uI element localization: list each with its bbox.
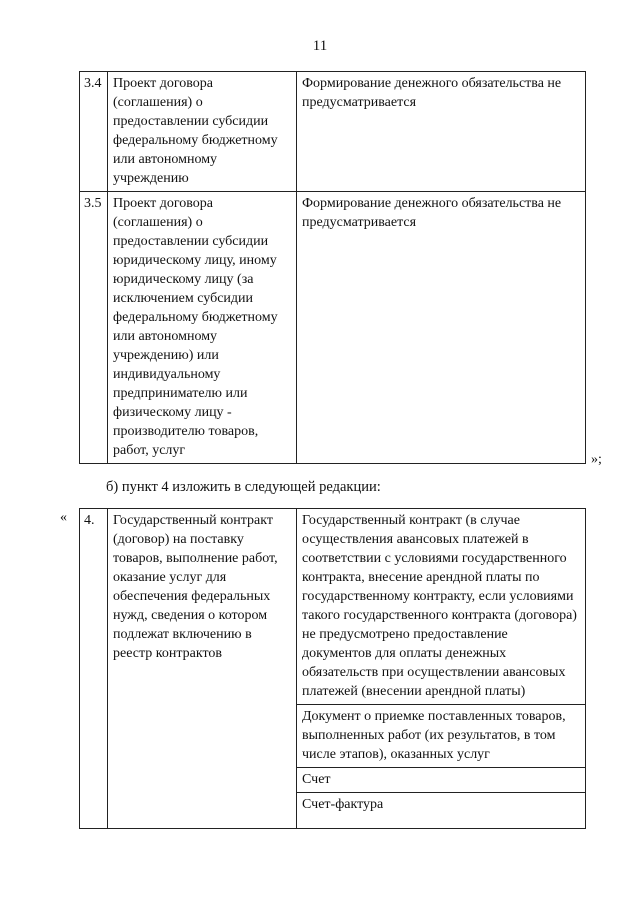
document-name-cell: Проект договора (соглашения) о предоставлении субсидии федеральному бюджетному или автономному учреждению: [108, 72, 297, 192]
opening-quote-mark: «: [60, 510, 67, 525]
closing-quote-mark: »;: [591, 452, 602, 467]
document-name-cell: Государственный контракт (договор) на поставку товаров, выполнение работ, оказание услуг для обеспечения федеральных нужд, сведения о котором подлежат включению в реестр контрактов: [108, 509, 297, 829]
obligation-basis-cell: Формирование денежного обязательства не предусматривается: [297, 192, 586, 464]
document-name-cell: Проект договора (соглашения) о предоставлении субсидии юридическому лицу, иному юридическому лицу (за исключением субсидии федеральному бюджетному или автономному учреждению) или индивидуальному предпринимателю или физическому лицу - производителю товаров, работ, услуг: [108, 192, 297, 464]
obligation-basis-cell: Государственный контракт (в случае осуществления авансовых платежей в соответствии с условиями государственного контракта, внесение арендной платы по государственному контракту, если условиями такого государственного контракта (договора) не предусмотрено предоставление документов для оплаты денежных обязательств при осуществлении авансовых платежей (внесении арендной платы): [297, 509, 586, 705]
row-number: 4.: [80, 509, 108, 829]
documents-table-section-3: [79, 71, 586, 464]
amendment-instruction: б) пункт 4 изложить в следующей редакции:: [106, 479, 381, 495]
obligation-basis-cell: Документ о приемке поставленных товаров, выполненных работ (их результатов, в том числе этапов), оказанных услуг: [297, 705, 586, 768]
row-number: 3.4: [80, 72, 108, 192]
obligation-basis-cell: Счет: [297, 768, 586, 793]
table-row: [80, 509, 586, 705]
documents-table-item-4: [79, 508, 586, 829]
table-row: [80, 72, 586, 192]
table-row: [80, 192, 586, 464]
obligation-basis-cell: Счет-фактура: [297, 793, 586, 829]
obligation-basis-cell: Формирование денежного обязательства не предусматривается: [297, 72, 586, 192]
page-number: 11: [312, 38, 328, 54]
row-number: 3.5: [80, 192, 108, 464]
